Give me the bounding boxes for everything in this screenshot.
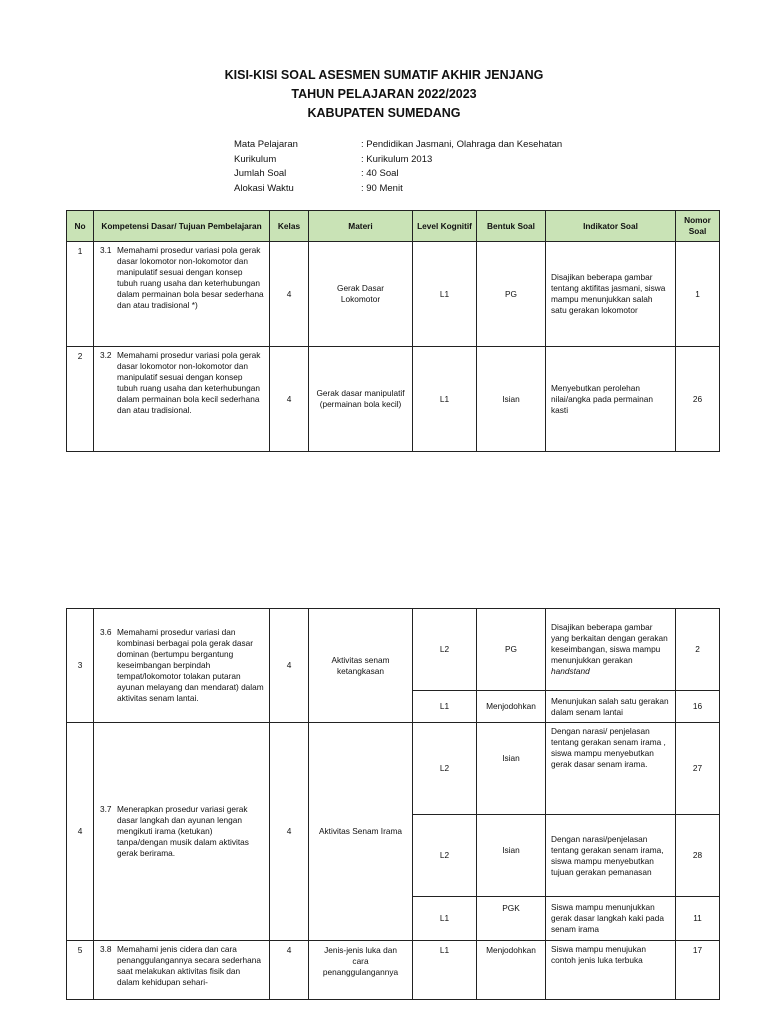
col-header-indikator: Indikator Soal <box>546 211 676 242</box>
table-row <box>67 723 720 815</box>
cell-level: L1 <box>413 242 477 347</box>
title-line-3: KABUPATEN SUMEDANG <box>307 106 461 120</box>
col-header-level: Level Kognitif <box>413 211 477 242</box>
cell-kd <box>94 347 270 452</box>
materi-text: Gerak dasar manipulatif (permainan bola kecil) <box>316 388 405 409</box>
meta-value: : 40 Soal <box>361 168 399 179</box>
cell-nomor: 27 <box>676 723 720 815</box>
cell-bentuk <box>477 897 546 941</box>
kd-text: Menerapkan prosedur variasi gerak dasar langkah dan ayunan lengan mengikuti irama (ketukan) tanpa/dengan musik dalam aktivitas gerak berirama. <box>117 804 249 858</box>
cell-level: L1 <box>413 897 477 941</box>
cell-kd <box>94 723 270 941</box>
cell-bentuk: Menjodohkan <box>477 691 546 723</box>
cell-level: L1 <box>413 941 477 1000</box>
cell-no: 3 <box>67 609 94 723</box>
cell-bentuk: Menjodohkan <box>477 941 546 1000</box>
meta-label: Kurikulum <box>234 153 277 165</box>
cell-nomor: 2 <box>676 609 720 691</box>
table-header-row <box>67 211 720 242</box>
cell-indikator <box>546 897 676 941</box>
meta-row <box>234 182 562 197</box>
cell-materi <box>309 347 413 452</box>
meta-info <box>234 138 562 196</box>
indikator-text <box>546 619 675 680</box>
cell-kelas: 4 <box>270 347 309 452</box>
cell-materi <box>309 609 413 723</box>
cell-materi <box>309 941 413 1000</box>
cell-bentuk: PG <box>477 609 546 691</box>
cell-indikator <box>546 609 676 691</box>
meta-row <box>234 167 562 182</box>
cell-nomor: 11 <box>676 897 720 941</box>
cell-kd <box>94 242 270 347</box>
cell-bentuk <box>477 815 546 897</box>
kd-text: Memahami prosedur variasi pola gerak dasar lokomotor non-lokomotor dan manipulatif sesuai dengan konsep tubuh ruang usaha dan keterhubungan dalam permainan bola kecil sederhana dan atau tradisional. <box>117 350 261 415</box>
table-row <box>67 941 720 1000</box>
cell-indikator <box>546 691 676 723</box>
table-row <box>67 242 720 347</box>
indikator-text: Disajikan beberapa gambar tentang aktifitas jasmani, siswa mampu menunjukkan salah satu gerakan lokomotor <box>551 272 666 315</box>
cell-bentuk <box>477 723 546 815</box>
title-line-1: KISI-KISI SOAL ASESMEN SUMATIF AKHIR JENJANG <box>224 68 544 82</box>
cell-level: L2 <box>413 815 477 897</box>
meta-label: Mata Pelajaran <box>234 139 298 150</box>
indikator-text: Dengan narasi/ penjelasan tentang gerakan senam irama , siswa mampu menyebutkan gerak dasar senam irama. <box>551 726 666 769</box>
meta-value: : 90 Menit <box>361 182 403 194</box>
kd-number: 3.2 <box>100 350 112 360</box>
indikator-emphasis: handstand <box>551 666 590 676</box>
cell-level: L2 <box>413 609 477 691</box>
table-row <box>67 347 720 452</box>
cell-bentuk: PG <box>477 242 546 347</box>
bentuk-text: Isian <box>502 753 520 763</box>
col-header-kelas: Kelas <box>270 211 309 242</box>
cell-kelas: 4 <box>270 723 309 941</box>
cell-level: L2 <box>413 723 477 815</box>
materi-text: Aktivitas senam ketangkasan <box>331 654 390 676</box>
col-header-no: No <box>67 211 94 242</box>
meta-label: Alokasi Waktu <box>234 182 294 194</box>
cell-nomor: 1 <box>676 242 720 347</box>
cell-materi <box>309 242 413 347</box>
cell-indikator <box>546 815 676 897</box>
cell-level: L1 <box>413 691 477 723</box>
col-header-materi: Materi <box>309 211 413 242</box>
col-header-nomor: Nomor Soal <box>676 211 720 242</box>
bentuk-text: Isian <box>502 845 520 855</box>
meta-value: : Pendidikan Jasmani, Olahraga dan Kesehatan <box>361 139 563 150</box>
cell-indikator <box>546 723 676 815</box>
cell-indikator <box>546 242 676 347</box>
kd-text: Memahami prosedur variasi pola gerak dasar lokomotor non-lokomotor dan manipulatif sesuai dengan konsep tubuh ruang usaha dan keterhubungan dalam permainan bola besar sederhana dan atau tradisional *) <box>117 245 264 310</box>
kd-number: 3.6 <box>100 627 112 637</box>
kd-number: 3.1 <box>100 245 112 255</box>
document-header <box>0 66 768 123</box>
materi-text: Gerak Dasar Lokomotor <box>336 283 385 304</box>
cell-no: 1 <box>67 242 94 347</box>
cell-nomor: 16 <box>676 691 720 723</box>
cell-kd <box>94 941 270 1000</box>
cell-nomor: 26 <box>676 347 720 452</box>
cell-kelas: 4 <box>270 242 309 347</box>
indikator-text: Menyebutkan perolehan nilai/angka pada permainan kasti <box>551 382 653 415</box>
cell-level: L1 <box>413 347 477 452</box>
cell-no: 5 <box>67 941 94 1000</box>
indikator-text: Siswa mampu menunjukkan gerak dasar langkah kaki pada senam irama <box>551 902 665 934</box>
table-row <box>67 609 720 691</box>
cell-materi: Aktivitas Senam Irama <box>309 723 413 941</box>
col-header-bentuk: Bentuk Soal <box>477 211 546 242</box>
materi-text: Jenis-jenis luka dan cara penanggulangannya <box>322 945 399 977</box>
kd-text: Memahami prosedur variasi dan kombinasi berbagai pola gerak dasar dominan (bertumpu bergantung keseimbangan berpindah tempat/lokomotor tolakan putaran ayunan melayang dan mendarat) dalam aktivitas senam lantai. <box>117 627 264 703</box>
meta-row <box>234 153 562 168</box>
cell-indikator <box>546 347 676 452</box>
col-header-kd: Kompetensi Dasar/ Tujuan Pembelajaran <box>94 211 270 242</box>
bentuk-text: PGK <box>502 903 520 913</box>
grid-table-2 <box>66 608 720 1000</box>
title-line-2: TAHUN PELAJARAN 2022/2023 <box>291 87 477 101</box>
meta-label: Jumlah Soal <box>234 168 287 179</box>
cell-kd <box>94 609 270 723</box>
cell-kelas: 4 <box>270 609 309 723</box>
kd-text: Memahami jenis cidera dan cara penanggulangannya secara sederhana saat melakukan aktivitas fisik dan dalam kehidupan sehari- <box>117 944 261 987</box>
cell-nomor: 28 <box>676 815 720 897</box>
indikator-main: Disajikan beberapa gambar yang berkaitan dengan gerakan keseimbangan, siswa mampu menunjukkan gerakan <box>551 622 668 665</box>
cell-no: 2 <box>67 347 94 452</box>
cell-nomor: 17 <box>676 941 720 1000</box>
indikator-text: Menunjukan salah satu gerakan dalam senam lantai <box>551 695 669 717</box>
kd-number: 3.7 <box>100 804 112 814</box>
cell-indikator <box>546 941 676 1000</box>
indikator-text: Dengan narasi/penjelasan tentang gerakan senam irama, siswa mampu menyebutkan tujuan gerakan pemanasan <box>551 833 664 877</box>
cell-bentuk: Isian <box>477 347 546 452</box>
cell-no: 4 <box>67 723 94 941</box>
indikator-text: Siswa mampu menujukan contoh jenis luka terbuka <box>551 944 646 965</box>
cell-kelas: 4 <box>270 941 309 1000</box>
kd-number: 3.8 <box>100 944 112 954</box>
grid-table-1 <box>66 210 720 452</box>
meta-value: : Kurikulum 2013 <box>361 153 433 165</box>
meta-row <box>234 138 562 153</box>
